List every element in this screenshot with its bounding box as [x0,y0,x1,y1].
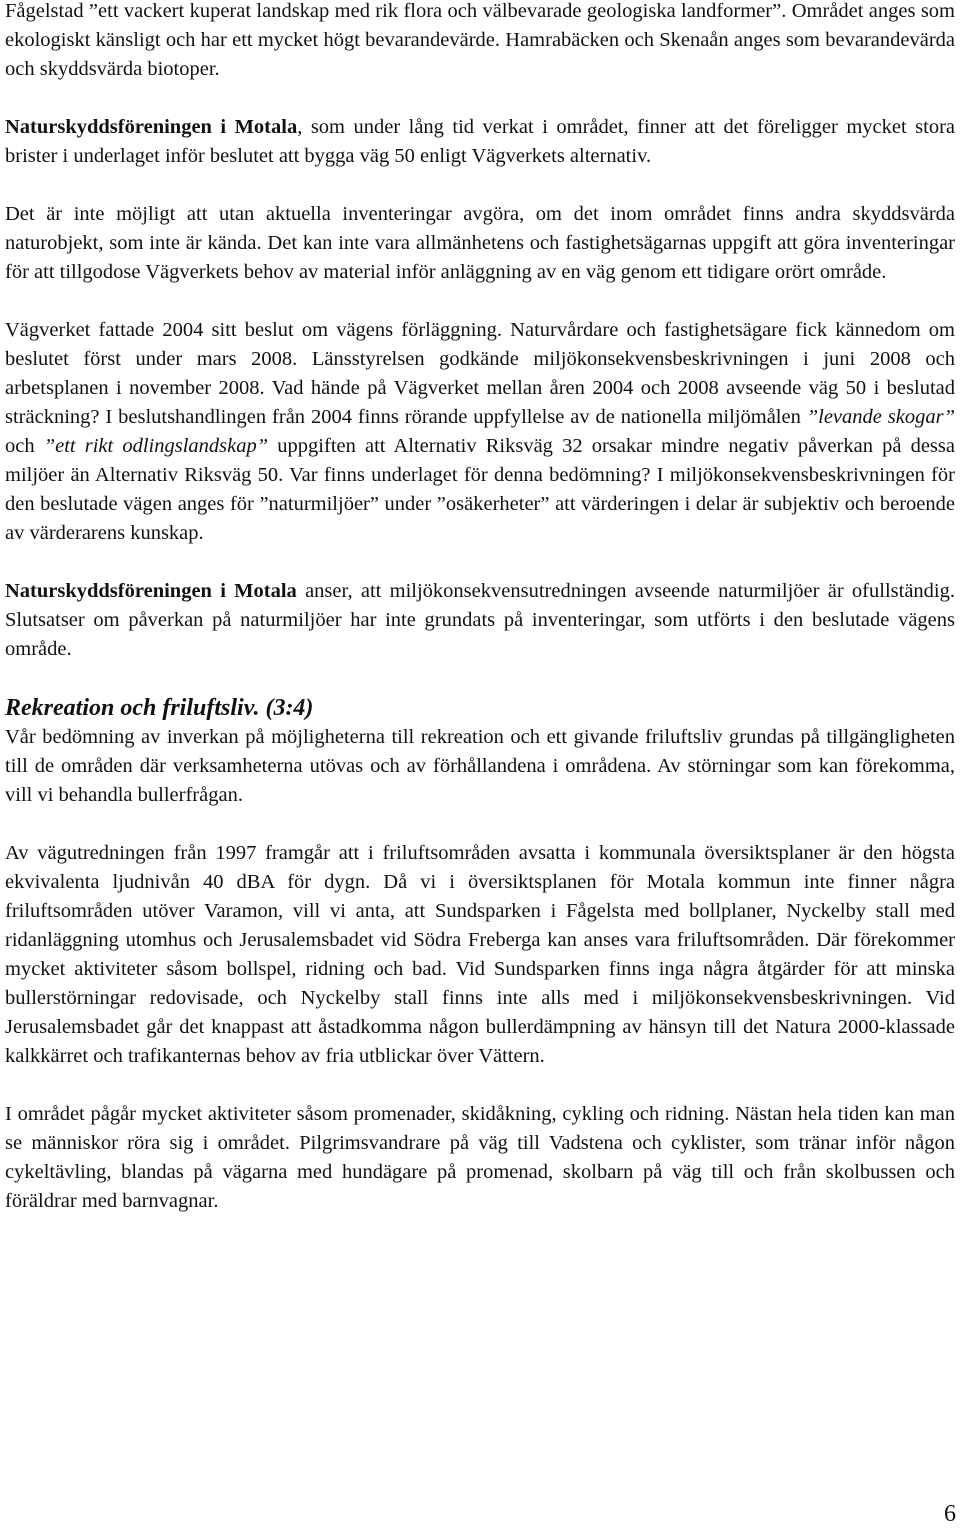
quoted-goal-odlingslandskap: ”ett rikt odlingslandskap” [43,435,269,457]
organization-name: Naturskyddsföreningen i Motala [5,580,297,602]
paragraph-rekreation-bedomning: Vår bedömning av inverkan på möjligheterna till rekreation och ett givande friluftsliv grundas på tillgängligheten till de områden där verksamheterna utövas och av förhållandena i områdena. Av störningar som kan förekomma, vill vi behandla bullerfrågan. [5,726,955,806]
paragraph-aktiviteter: I området pågår mycket aktiviteter såsom promenader, skidåkning, cykling och ridning. Nästan hela tiden kan man se människor röra sig i området. Pilgrimsvandrare på väg till Vadstena och cyklister, som tränar inför någon cykeltävling, blandas på vägarna med hundägare på promenad, skolbarn på väg till och från skolbussen och föräldrar med barnvagnar. [5,1103,955,1212]
section-heading: Rekreation och friluftsliv. (3:4) [5,695,314,721]
paragraph-text: anser, att miljökonsekvensutredningen avseende naturmiljöer är ofullständig. Slutsatser om påverkan på naturmiljöer har inte grundats på inventeringar, som utförts i den beslutade vägens område. [5,580,955,660]
paragraph-text: och [5,435,44,457]
paragraph-inventeringar: Det är inte möjligt att utan aktuella inventeringar avgöra, om det inom området finns andra skyddsvärda naturobjekt, som inte är kända. Det kan inte vara allmänhetens och fastighetsägarnas uppgift att göra inventeringar för att tillgodose Vägverkets behov av material inför anläggning av en väg genom ett tidigare orört område. [5,203,955,283]
paragraph-vagverket-beslut [5,316,955,548]
paragraph-text: , som under lång tid verkat i området, finner att det föreligger mycket stora brister i underlaget inför beslutet att bygga väg 50 enligt Vägverkets alternativ. [5,116,955,167]
paragraph-vagutredningen: Av vägutredningen från 1997 framgår att i friluftsområden avsatta i kommunala översiktsplaner är den högsta ekvivalenta ljudnivån 40 dBA för dygn. Då vi i översiktsplanen för Motala kommun inte finner några friluftsområden utöver Varamon, vill vi anta, att Sundsparken i Fågelsta med bollplaner, Nyckelby stall med ridanläggning utomhus och Jerusalemsbadet vid Södra Freberga kan anses vara friluftsområden. Där förekommer mycket aktiviteter såsom bollspel, ridning och bad. Vid Sundsparken finns inga några åtgärder för att minska bullerstörningar redovisade, och Nyckelby stall finns inte alls med i miljökonsekvensbeskrivningen. Vid Jerusalemsbadet går det knappast att åstadkomma någon bullerdämpning av hänsyn till det Natura 2000-klassade kalkkärret och trafikanternas behov av fria utblickar över Vättern. [5,842,955,1067]
paragraph-text: Vägverket fattade 2004 sitt beslut om vägens förläggning. Naturvårdare och fastighetsägare fick kännedom om beslutet först under mars 2008. Länsstyrelsen godkände miljökonsekvensbeskrivningen i juni 2008 och arbetsplanen i november 2008. Vad hände på Vägverket mellan åren 2004 och 2008 avseende väg 50 i beslutad sträckning? I beslutshandlingen från 2004 finns rörande uppfyllelse av de nationella miljömålen [5,319,955,428]
document-page [5,0,955,1216]
paragraph-fagelstad: Fågelstad ”ett vackert kuperat landskap med rik flora och välbevarade geologiska landformer”. Området anges som ekologiskt känsligt och har ett mycket högt bevarandevärde. Hamrabäcken och Skenaån anges som bevarandevärda och skyddsvärda biotoper. [5,0,955,80]
page-number: 6 [944,1501,956,1527]
paragraph-text: uppgiften att Alternativ Riksväg 32 orsakar mindre negativ påverkan på dessa miljöer än Alternativ Riksväg 50. Var finns underlaget för denna bedömning? I miljökonsekvensbeskrivningen för den beslutade vägen anges för ”naturmiljöer” under ”osäkerheter” att värderingen i delar är subjektiv och beroende av värderarens kunskap. [5,435,955,544]
quoted-goal-levande-skogar: ”levande skogar” [806,406,955,428]
paragraph-naturskyddsforeningen-anser [5,577,955,664]
organization-name: Naturskyddsföreningen i Motala [5,116,298,138]
paragraph-naturskyddsforeningen-brister [5,113,955,171]
